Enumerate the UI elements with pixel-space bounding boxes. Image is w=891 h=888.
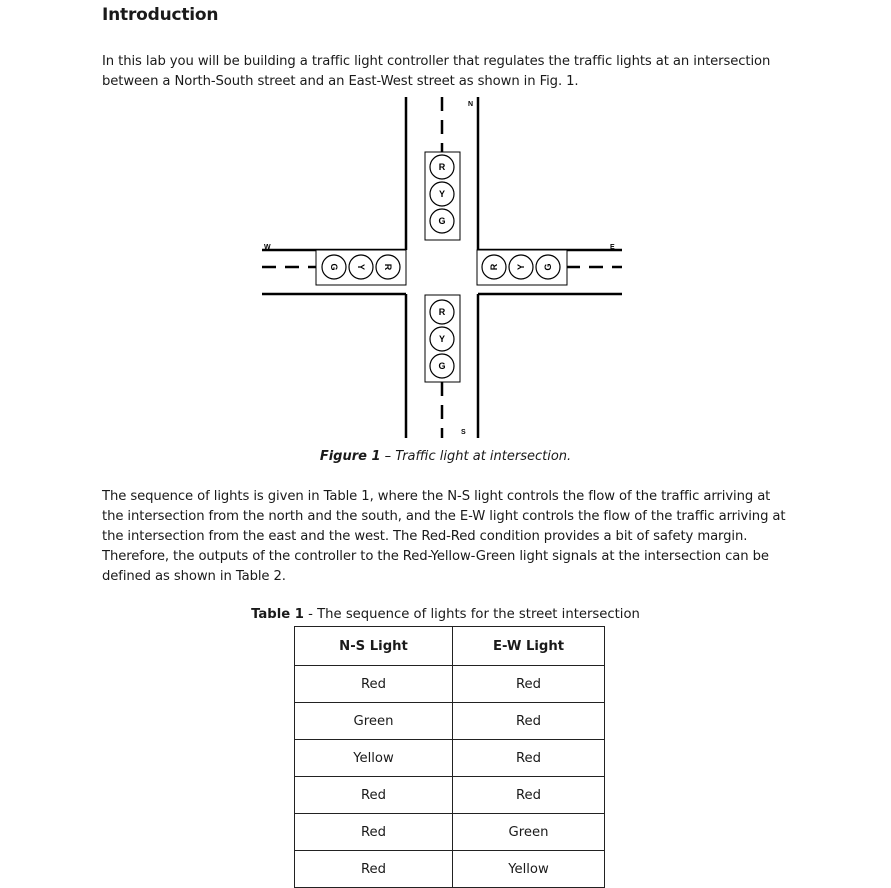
lamp-label: Y bbox=[356, 263, 366, 271]
body-line: Therefore, the outputs of the controller to the Red-Yellow-Green light signals at the intersection can be bbox=[102, 549, 769, 564]
figure-caption-label: Figure 1 bbox=[319, 449, 381, 464]
table-header-row bbox=[295, 627, 605, 666]
header-ew-light: E-W Light bbox=[453, 627, 605, 666]
lamp-label: Y bbox=[438, 334, 446, 344]
ew-cell: Red bbox=[453, 703, 605, 740]
intro-line: In this lab you will be building a traffic light controller that regulates the traffic lights at an intersection bbox=[102, 54, 771, 69]
ns-cell: Red bbox=[295, 851, 453, 888]
ew-cell: Red bbox=[453, 777, 605, 814]
lamp-label: G bbox=[329, 263, 339, 271]
lamp-label: G bbox=[438, 361, 446, 371]
body-line: The sequence of lights is given in Table 1, where the N-S light controls the flow of the traffic arriving at bbox=[102, 489, 771, 504]
figure-caption-text: – Traffic light at intersection. bbox=[380, 449, 572, 464]
east-label: E bbox=[610, 244, 615, 251]
table-row bbox=[295, 851, 605, 888]
west-traffic-light bbox=[316, 250, 406, 285]
light-sequence-table bbox=[294, 626, 605, 888]
lamp-label: Y bbox=[438, 189, 446, 199]
ns-cell: Yellow bbox=[295, 740, 453, 777]
body-line: the intersection from the east and the west. The Red-Red condition provides a bit of safety margin. bbox=[102, 529, 748, 544]
intro-line: between a North-South street and an East-West street as shown in Fig. 1. bbox=[102, 74, 579, 89]
ns-cell: Red bbox=[295, 777, 453, 814]
table-row bbox=[295, 740, 605, 777]
body-line: defined as shown in Table 2. bbox=[102, 569, 286, 584]
table-row bbox=[295, 814, 605, 851]
ew-cell: Yellow bbox=[453, 851, 605, 888]
lamp-label: R bbox=[383, 263, 393, 271]
figure-caption bbox=[0, 449, 891, 464]
table-row bbox=[295, 666, 605, 703]
table-row bbox=[295, 777, 605, 814]
north-label: N bbox=[468, 101, 474, 108]
body-line: the intersection from the north and the south, and the E-W light controls the flow of the traffic arriving at bbox=[102, 509, 786, 524]
lamp-label: R bbox=[438, 162, 446, 172]
ew-cell: Red bbox=[453, 740, 605, 777]
ew-cell: Red bbox=[453, 666, 605, 703]
table-row bbox=[295, 703, 605, 740]
west-label: W bbox=[264, 244, 271, 251]
table-caption bbox=[0, 607, 891, 622]
lamp-label: R bbox=[438, 307, 446, 317]
ns-cell: Red bbox=[295, 814, 453, 851]
table-caption-label: Table 1 bbox=[251, 607, 304, 622]
lamp-label: G bbox=[438, 216, 446, 226]
ew-cell: Green bbox=[453, 814, 605, 851]
east-traffic-light bbox=[477, 250, 567, 285]
ns-cell: Red bbox=[295, 666, 453, 703]
lamp-label: G bbox=[543, 263, 553, 271]
header-ns-light: N-S Light bbox=[295, 627, 453, 666]
north-traffic-light bbox=[425, 152, 460, 240]
lamp-label: Y bbox=[516, 263, 526, 271]
body-paragraph bbox=[102, 487, 802, 587]
ns-cell: Green bbox=[295, 703, 453, 740]
section-heading: Introduction bbox=[102, 5, 219, 25]
lamp-label: R bbox=[489, 263, 499, 271]
south-label: S bbox=[461, 429, 466, 436]
south-traffic-light bbox=[425, 295, 460, 382]
table-caption-text: - The sequence of lights for the street intersection bbox=[303, 607, 640, 622]
